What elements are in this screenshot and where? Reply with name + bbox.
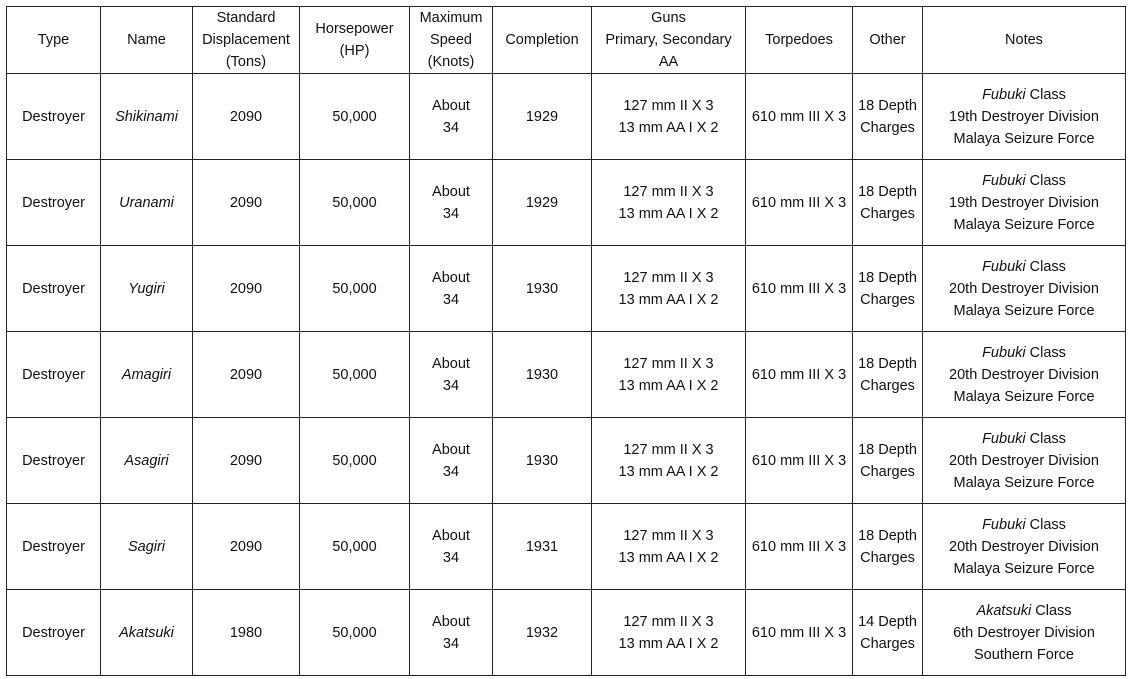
notes-class-line — [925, 600, 1123, 622]
notes-force: Malaya Seizure Force — [953, 302, 1095, 319]
cell-name: Sagiri — [101, 504, 193, 590]
cell-torpedoes: 610 mm III X 3 — [746, 332, 853, 418]
destroyer-table — [6, 6, 1126, 676]
cell-line: 13 mm AA I X 2 — [618, 635, 719, 652]
cell-type: Destroyer — [7, 504, 101, 590]
column-header-line: Displacement — [202, 32, 290, 48]
notes-division: 6th Destroyer Division — [953, 624, 1095, 641]
notes-class-line — [925, 256, 1123, 278]
cell-displacement: 1980 — [193, 590, 300, 676]
column-header-line: Name — [127, 32, 166, 48]
cell-line: 127 mm II X 3 — [623, 613, 714, 630]
notes-division: 20th Destroyer Division — [949, 452, 1099, 469]
notes-class-suffix: Class — [1025, 344, 1066, 361]
cell-torpedoes: 610 mm III X 3 — [746, 160, 853, 246]
cell-speed — [410, 246, 493, 332]
cell-line: 34 — [442, 635, 460, 652]
column-header-line: (Knots) — [427, 54, 475, 70]
cell-torpedoes: 610 mm III X 3 — [746, 246, 853, 332]
cell-line: 13 mm AA I X 2 — [618, 377, 719, 394]
cell-completion: 1929 — [493, 74, 592, 160]
cell-displacement: 2090 — [193, 418, 300, 504]
cell-line: 18 Depth — [858, 355, 917, 372]
cell-guns — [592, 418, 746, 504]
table-header — [7, 7, 1126, 74]
column-header-line: Notes — [1005, 32, 1043, 48]
cell-speed — [410, 332, 493, 418]
cell-horsepower: 50,000 — [300, 332, 410, 418]
column-header-notes — [923, 7, 1126, 74]
cell-horsepower: 50,000 — [300, 418, 410, 504]
cell-displacement: 2090 — [193, 246, 300, 332]
notes-division: 20th Destroyer Division — [949, 280, 1099, 297]
column-header-completion — [493, 7, 592, 74]
cell-notes — [923, 332, 1126, 418]
cell-notes — [923, 418, 1126, 504]
column-header-line: Maximum — [419, 10, 483, 26]
cell-line: 13 mm AA I X 2 — [618, 119, 719, 136]
cell-guns — [592, 504, 746, 590]
cell-notes — [923, 590, 1126, 676]
cell-line: 18 Depth — [858, 183, 917, 200]
cell-line: Charges — [860, 291, 915, 308]
table-container — [6, 6, 1126, 676]
column-header-line: Horsepower — [315, 21, 394, 37]
cell-horsepower: 50,000 — [300, 504, 410, 590]
cell-line: 127 mm II X 3 — [623, 183, 714, 200]
notes-class-name: Fubuki — [982, 86, 1026, 103]
cell-completion: 1930 — [493, 332, 592, 418]
cell-line: 34 — [442, 549, 460, 566]
cell-name: Asagiri — [101, 418, 193, 504]
cell-horsepower: 50,000 — [300, 74, 410, 160]
notes-class-suffix: Class — [1025, 172, 1066, 189]
notes-force: Southern Force — [974, 646, 1074, 663]
cell-type: Destroyer — [7, 246, 101, 332]
header-row — [7, 7, 1126, 74]
column-header-other — [853, 7, 923, 74]
table-row — [7, 246, 1126, 332]
column-header-line: Torpedoes — [765, 32, 833, 48]
notes-class-name: Fubuki — [982, 430, 1026, 447]
cell-line: About — [432, 269, 470, 286]
cell-line: 127 mm II X 3 — [623, 97, 714, 114]
table-row — [7, 504, 1126, 590]
cell-line: Charges — [860, 119, 915, 136]
cell-displacement: 2090 — [193, 74, 300, 160]
notes-force: Malaya Seizure Force — [953, 560, 1095, 577]
cell-type: Destroyer — [7, 74, 101, 160]
cell-name: Shikinami — [101, 74, 193, 160]
cell-line: 34 — [442, 377, 460, 394]
cell-other — [853, 332, 923, 418]
cell-line: 13 mm AA I X 2 — [618, 463, 719, 480]
notes-class-suffix: Class — [1031, 602, 1072, 619]
notes-class-name: Fubuki — [982, 516, 1026, 533]
column-header-name — [101, 7, 193, 74]
notes-force: Malaya Seizure Force — [953, 216, 1095, 233]
cell-notes — [923, 160, 1126, 246]
notes-class-line — [925, 170, 1123, 192]
cell-horsepower: 50,000 — [300, 246, 410, 332]
cell-guns — [592, 246, 746, 332]
cell-notes — [923, 504, 1126, 590]
notes-force: Malaya Seizure Force — [953, 130, 1095, 147]
notes-class-line — [925, 342, 1123, 364]
notes-force: Malaya Seizure Force — [953, 388, 1095, 405]
cell-line: About — [432, 355, 470, 372]
cell-type: Destroyer — [7, 160, 101, 246]
cell-line: 18 Depth — [858, 269, 917, 286]
cell-line: Charges — [860, 635, 915, 652]
cell-displacement: 2090 — [193, 504, 300, 590]
notes-division: 19th Destroyer Division — [949, 194, 1099, 211]
notes-division: 20th Destroyer Division — [949, 538, 1099, 555]
cell-other — [853, 246, 923, 332]
cell-completion: 1929 — [493, 160, 592, 246]
cell-line: About — [432, 183, 470, 200]
notes-class-line — [925, 84, 1123, 106]
cell-completion: 1931 — [493, 504, 592, 590]
cell-torpedoes: 610 mm III X 3 — [746, 504, 853, 590]
cell-line: About — [432, 441, 470, 458]
column-header-line: (HP) — [339, 43, 370, 59]
cell-line: 13 mm AA I X 2 — [618, 549, 719, 566]
cell-speed — [410, 74, 493, 160]
column-header-line: (Tons) — [225, 54, 267, 70]
column-header-line: Type — [37, 32, 70, 48]
notes-class-suffix: Class — [1025, 258, 1066, 275]
cell-completion: 1930 — [493, 246, 592, 332]
cell-line: 18 Depth — [858, 527, 917, 544]
notes-division: 19th Destroyer Division — [949, 108, 1099, 125]
table-row — [7, 74, 1126, 160]
column-header-line: Primary, Secondary — [605, 32, 732, 48]
column-header-speed — [410, 7, 493, 74]
cell-line: 34 — [442, 463, 460, 480]
cell-notes — [923, 246, 1126, 332]
cell-displacement: 2090 — [193, 332, 300, 418]
cell-name: Akatsuki — [101, 590, 193, 676]
notes-class-name: Akatsuki — [976, 602, 1032, 619]
cell-type: Destroyer — [7, 332, 101, 418]
cell-line: 127 mm II X 3 — [623, 527, 714, 544]
table-row — [7, 332, 1126, 418]
cell-line: About — [432, 97, 470, 114]
column-header-line: Completion — [505, 32, 579, 48]
cell-torpedoes: 610 mm III X 3 — [746, 418, 853, 504]
cell-line: 34 — [442, 291, 460, 308]
notes-class-line — [925, 428, 1123, 450]
column-header-line: Guns — [651, 10, 686, 26]
cell-line: Charges — [860, 549, 915, 566]
notes-class-name: Fubuki — [982, 258, 1026, 275]
notes-class-name: Fubuki — [982, 344, 1026, 361]
table-row — [7, 590, 1126, 676]
cell-speed — [410, 590, 493, 676]
cell-line: 13 mm AA I X 2 — [618, 291, 719, 308]
cell-name: Uranami — [101, 160, 193, 246]
cell-line: Charges — [860, 377, 915, 394]
cell-speed — [410, 504, 493, 590]
cell-line: About — [432, 613, 470, 630]
notes-class-suffix: Class — [1025, 86, 1066, 103]
cell-line: 13 mm AA I X 2 — [618, 205, 719, 222]
cell-line: Charges — [860, 205, 915, 222]
cell-guns — [592, 332, 746, 418]
column-header-torpedoes — [746, 7, 853, 74]
cell-horsepower: 50,000 — [300, 160, 410, 246]
cell-name: Amagiri — [101, 332, 193, 418]
table-row — [7, 418, 1126, 504]
column-header-horsepower — [300, 7, 410, 74]
cell-line: 34 — [442, 205, 460, 222]
cell-speed — [410, 418, 493, 504]
cell-other — [853, 74, 923, 160]
cell-line: About — [432, 527, 470, 544]
table-row — [7, 160, 1126, 246]
cell-notes — [923, 74, 1126, 160]
cell-guns — [592, 160, 746, 246]
cell-name: Yugiri — [101, 246, 193, 332]
notes-class-line — [925, 514, 1123, 536]
column-header-guns — [592, 7, 746, 74]
cell-line: 14 Depth — [858, 613, 917, 630]
notes-class-suffix: Class — [1025, 516, 1066, 533]
cell-other — [853, 160, 923, 246]
notes-class-name: Fubuki — [982, 172, 1026, 189]
cell-displacement: 2090 — [193, 160, 300, 246]
cell-completion: 1930 — [493, 418, 592, 504]
cell-type: Destroyer — [7, 590, 101, 676]
column-header-line: AA — [658, 54, 679, 70]
cell-line: 18 Depth — [858, 97, 917, 114]
cell-other — [853, 504, 923, 590]
notes-class-suffix: Class — [1025, 430, 1066, 447]
cell-torpedoes: 610 mm III X 3 — [746, 74, 853, 160]
cell-other — [853, 590, 923, 676]
cell-guns — [592, 74, 746, 160]
table-body — [7, 74, 1126, 676]
column-header-line: Speed — [430, 32, 472, 48]
notes-division: 20th Destroyer Division — [949, 366, 1099, 383]
cell-other — [853, 418, 923, 504]
cell-line: 127 mm II X 3 — [623, 355, 714, 372]
column-header-type — [7, 7, 101, 74]
cell-guns — [592, 590, 746, 676]
cell-horsepower: 50,000 — [300, 590, 410, 676]
cell-line: 127 mm II X 3 — [623, 441, 714, 458]
cell-torpedoes: 610 mm III X 3 — [746, 590, 853, 676]
cell-line: 18 Depth — [858, 441, 917, 458]
cell-line: 34 — [442, 119, 460, 136]
cell-line: Charges — [860, 463, 915, 480]
cell-completion: 1932 — [493, 590, 592, 676]
column-header-displacement — [193, 7, 300, 74]
cell-type: Destroyer — [7, 418, 101, 504]
column-header-line: Other — [869, 32, 906, 48]
cell-line: 127 mm II X 3 — [623, 269, 714, 286]
notes-force: Malaya Seizure Force — [953, 474, 1095, 491]
column-header-line: Standard — [216, 10, 276, 26]
cell-speed — [410, 160, 493, 246]
